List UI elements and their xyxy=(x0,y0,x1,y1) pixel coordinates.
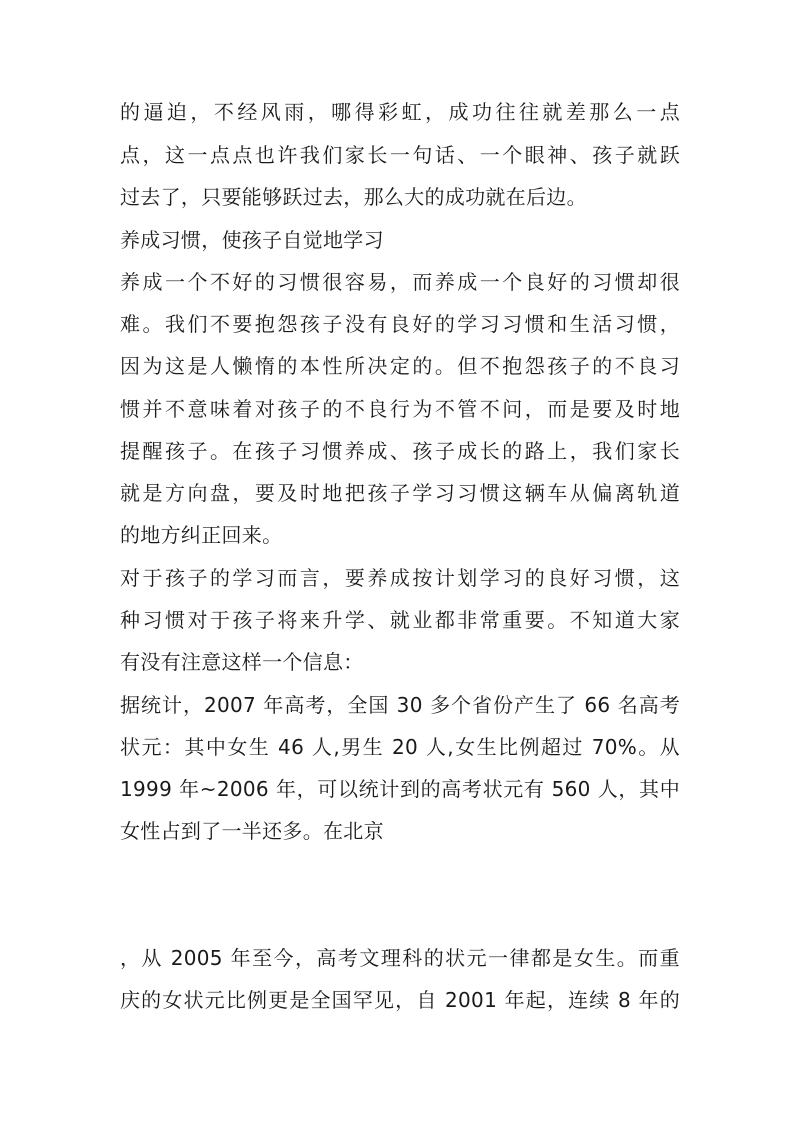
text-line: 的地方纠正回来。 xyxy=(120,523,283,547)
text-line: 对于孩子的学习而言，要养成按计划学习的良好习惯，这 xyxy=(120,566,680,590)
text-line: 1999 年~2006 年，可以统计到的高考状元有 560 人，其中 xyxy=(120,777,680,801)
text-line: 养成一个不好的习惯很容易，而养成一个良好的习惯却很 xyxy=(120,270,680,294)
text-line: 过去了，只要能够跃过去，那么大的成功就在后边。 xyxy=(120,185,587,209)
text-line: 因为这是人懒惰的本性所决定的。但不抱怨孩子的不良习 xyxy=(120,354,680,378)
text-line: 有没有注意这样一个信息： xyxy=(120,650,364,674)
text-line: 状元：其中女生 46 人,男生 20 人,女生比例超过 70%。从 xyxy=(120,735,680,759)
text-line: 庆的女状元比例更是全国罕见，自 2001 年起，连续 8 年的 xyxy=(120,988,680,1012)
text-line: 提醒孩子。在孩子习惯养成、孩子成长的路上，我们家长 xyxy=(120,439,680,463)
text-line: ，从 2005 年至今，高考文理科的状元一律都是女生。而重 xyxy=(120,946,680,970)
text-line: 就是方向盘，要及时地把孩子学习习惯这辆车从偏离轨道 xyxy=(120,481,680,505)
text-line: 惯并不意味着对孩子的不良行为不管不问，而是要及时地 xyxy=(120,397,680,421)
section-heading: 养成习惯，使孩子自觉地学习 xyxy=(120,228,384,252)
text-line: 女性占到了一半还多。在北京 xyxy=(120,819,384,843)
text-line: 的逼迫，不经风雨，哪得彩虹，成功往往就差那么一点 xyxy=(120,100,680,124)
text-line: 种习惯对于孩子将来升学、就业都非常重要。不知道大家 xyxy=(120,608,680,632)
text-line: 难。我们不要抱怨孩子没有良好的学习习惯和生活习惯， xyxy=(120,312,680,336)
text-line: 点，这一点点也许我们家长一句话、一个眼神、孩子就跃 xyxy=(120,143,680,167)
text-line: 据统计，2007 年高考，全国 30 多个省份产生了 66 名高考 xyxy=(120,693,680,717)
